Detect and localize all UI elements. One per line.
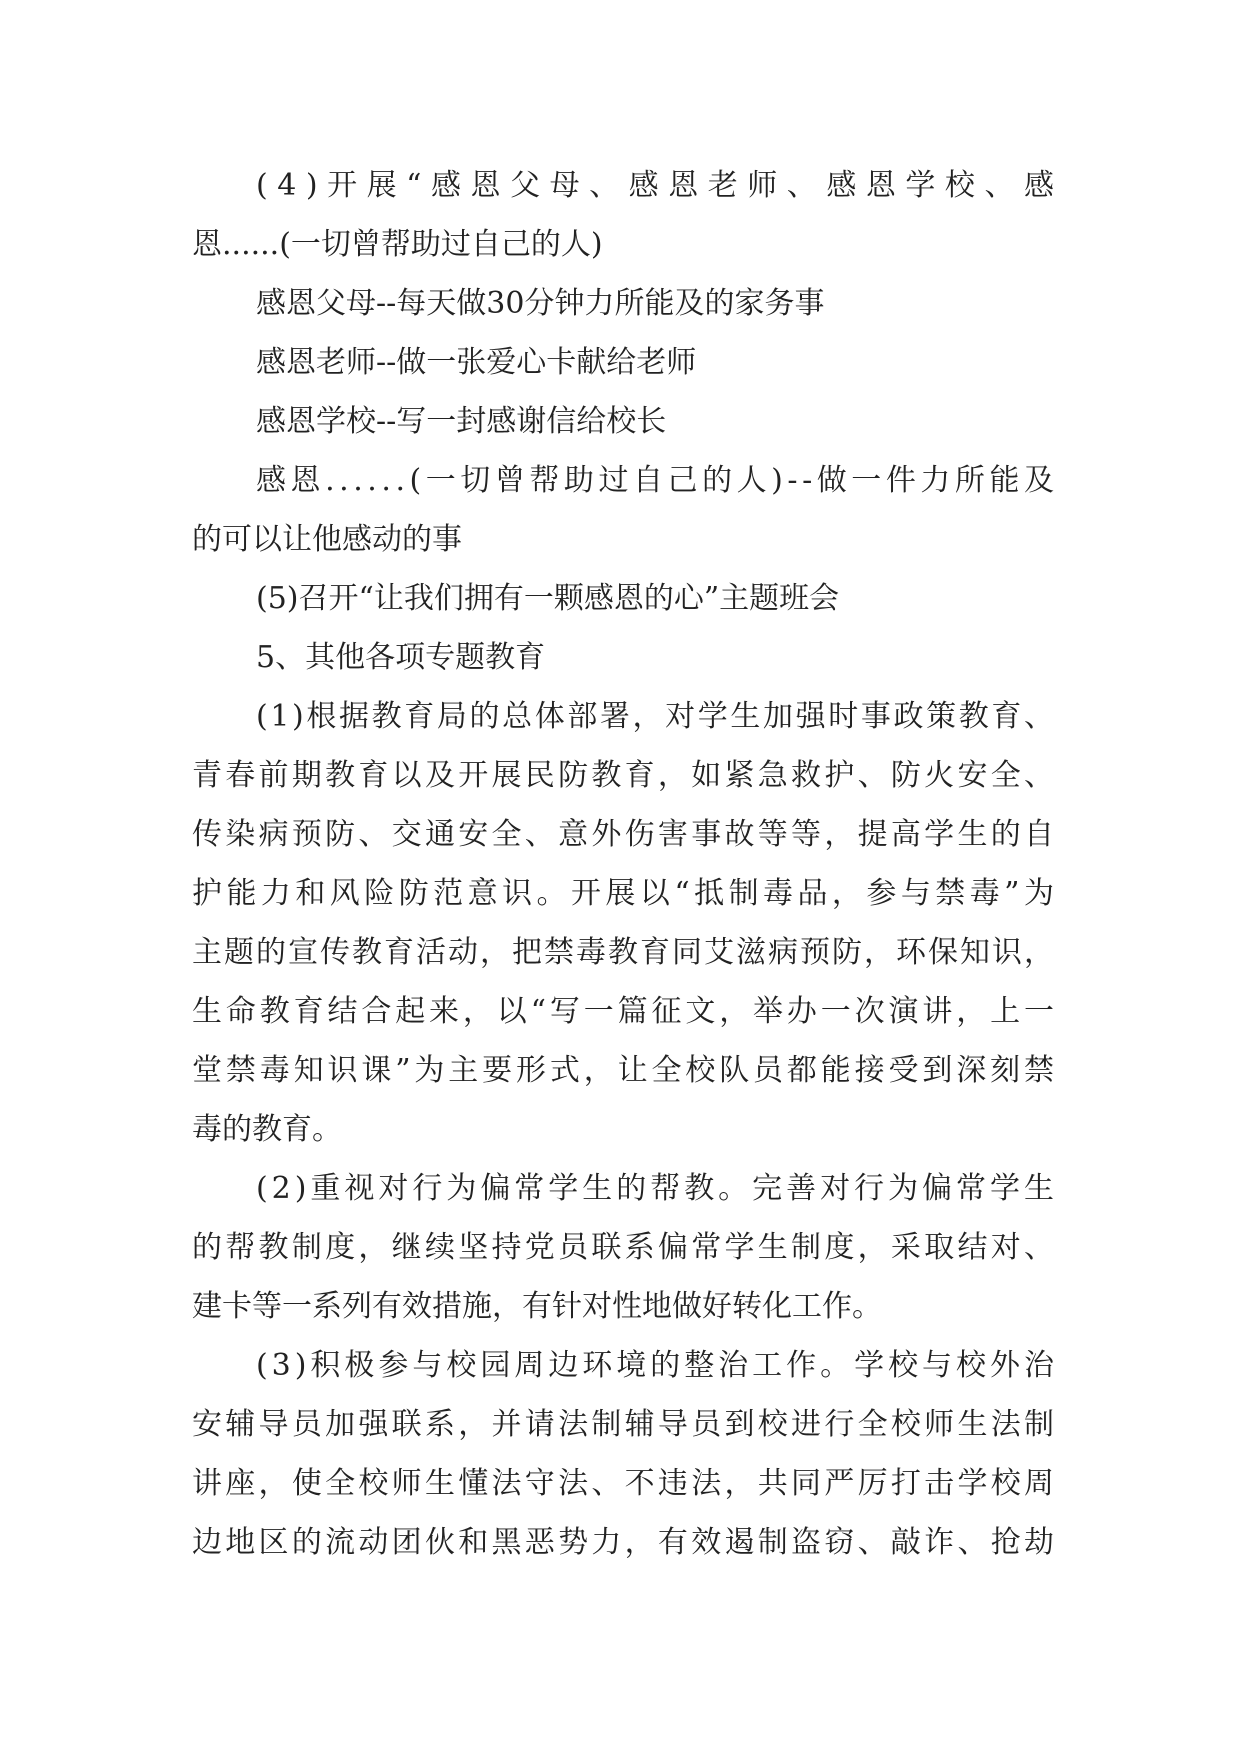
text-line: 毒的教育。 xyxy=(192,1112,342,1147)
text-line: 感恩老师--做一张爱心卡献给老师 xyxy=(256,345,697,380)
text-line: 建卡等一系列有效措施，有针对性地做好转化工作。 xyxy=(192,1289,882,1324)
text-line: (5)召开“让我们拥有一颗感恩的心”主题班会 xyxy=(256,581,840,616)
text-line: 感恩学校--写一封感谢信给校长 xyxy=(256,404,667,439)
text-line: 护能力和风险防范意识。开展以“抵制毒品，参与禁毒”为 xyxy=(192,876,1059,911)
text-line: 5、其他各项专题教育 xyxy=(256,640,546,675)
text-line: 青春前期教育以及开展民防教育，如紧急救护、防火安全、 xyxy=(192,758,1058,793)
text-line: (3)积极参与校园周边环境的整治工作。学校与校外治 xyxy=(256,1348,1058,1383)
text-line: 感恩父母--每天做30分钟力所能及的家务事 xyxy=(256,286,825,321)
text-line: 生命教育结合起来，以“写一篇征文，举办一次演讲，上一 xyxy=(192,994,1058,1029)
text-line: (4)开展“感恩父母、感恩老师、感恩学校、感 xyxy=(256,168,1064,203)
text-line: (1)根据教育局的总体部署，对学生加强时事政策教育、 xyxy=(256,699,1057,734)
text-line: 安辅导员加强联系，并请法制辅导员到校进行全校师生法制 xyxy=(192,1407,1058,1442)
text-line: 的可以让他感动的事 xyxy=(192,522,462,557)
text-line: 的帮教制度，继续坚持党员联系偏常学生制度，采取结对、 xyxy=(192,1230,1058,1265)
text-line: 感恩......(一切曾帮助过自己的人)--做一件力所能及 xyxy=(256,463,1059,498)
document-body xyxy=(192,156,1064,1572)
text-line: (2)重视对行为偏常学生的帮教。完善对行为偏常学生 xyxy=(256,1171,1058,1206)
text-line: 讲座，使全校师生懂法守法、不违法，共同严厉打击学校周 xyxy=(192,1466,1058,1501)
text-line: 堂禁毒知识课”为主要形式，让全校队员都能接受到深刻禁 xyxy=(192,1053,1058,1088)
text-line: 传染病预防、交通安全、意外伤害事故等等，提高学生的自 xyxy=(192,817,1058,852)
text-line: 边地区的流动团伙和黑恶势力，有效遏制盗窃、敲诈、抢劫 xyxy=(192,1525,1058,1560)
text-line: 主题的宣传教育活动，把禁毒教育同艾滋病预防，环保知识， xyxy=(192,935,1056,970)
text-line: 恩......(一切曾帮助过自己的人) xyxy=(192,227,603,262)
